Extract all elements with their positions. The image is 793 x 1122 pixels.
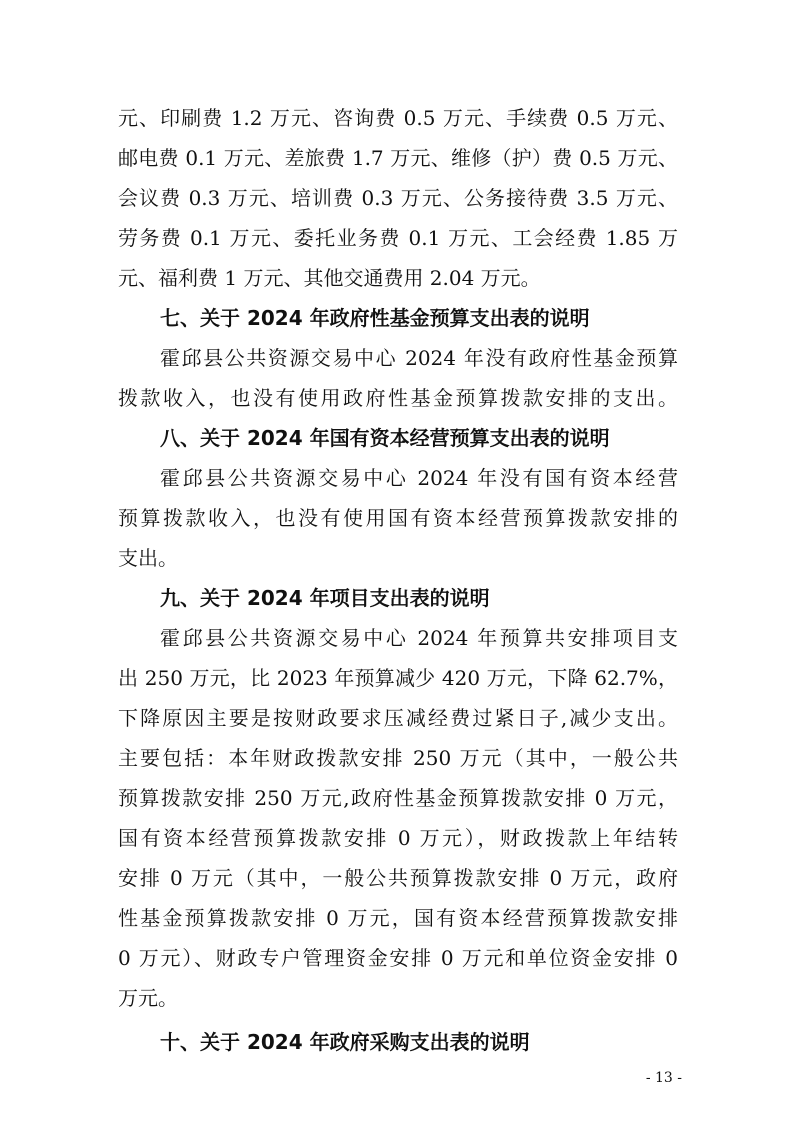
section9-line-8: 性基金预算拨款安排 0 万元，国有资本经营预算拨款安排 bbox=[118, 906, 678, 930]
section6-line-5: 元、福利费 1 万元、其他交通费用 2.04 万元。 bbox=[118, 266, 541, 290]
section9-line-1: 霍邱县公共资源交易中心 2024 年预算共安排项目支 bbox=[160, 626, 678, 650]
section6-line-4: 劳务费 0.1 万元、委托业务费 0.1 万元、工会经费 1.85 万 bbox=[118, 226, 678, 250]
section9-line-10: 万元。 bbox=[118, 986, 178, 1010]
section9-line-6: 国有资本经营预算拨款安排 0 万元），财政拨款上年结转 bbox=[118, 826, 678, 850]
section6-line-2: 邮电费 0.1 万元、差旅费 1.7 万元、维修（护）费 0.5 万元、 bbox=[118, 146, 678, 170]
section9-line-7: 安排 0 万元（其中，一般公共预算拨款安排 0 万元，政府 bbox=[118, 866, 678, 890]
section8-heading: 八、关于 2024 年国有资本经营预算支出表的说明 bbox=[160, 426, 610, 450]
section9-heading: 九、关于 2024 年项目支出表的说明 bbox=[160, 586, 490, 610]
page-number: - 13 - bbox=[645, 1070, 682, 1086]
section7-heading: 七、关于 2024 年政府性基金预算支出表的说明 bbox=[160, 306, 590, 330]
section8-line-3: 支出。 bbox=[118, 546, 178, 570]
section9-line-3: 下降原因主要是按财政要求压减经费过紧日子,减少支出。 bbox=[118, 706, 678, 730]
section9-line-5: 预算拨款安排 250 万元,政府性基金预算拨款安排 0 万元， bbox=[118, 786, 678, 810]
section10-heading: 十、关于 2024 年政府采购支出表的说明 bbox=[160, 1030, 530, 1054]
section6-line-1: 元、印刷费 1.2 万元、咨询费 0.5 万元、手续费 0.5 万元、 bbox=[118, 106, 678, 130]
section7-line-2: 拨款收入，也没有使用政府性基金预算拨款安排的支出。 bbox=[118, 386, 678, 410]
section9-line-9: 0 万元）、财政专户管理资金安排 0 万元和单位资金安排 0 bbox=[118, 946, 678, 970]
section8-line-2: 预算拨款收入，也没有使用国有资本经营预算拨款安排的 bbox=[118, 506, 678, 530]
section7-line-1: 霍邱县公共资源交易中心 2024 年没有政府性基金预算 bbox=[160, 346, 678, 370]
section9-line-2: 出 250 万元，比 2023 年预算减少 420 万元，下降 62.7%， bbox=[118, 666, 678, 690]
section9-line-4: 主要包括：本年财政拨款安排 250 万元（其中，一般公共 bbox=[118, 746, 678, 770]
section8-line-1: 霍邱县公共资源交易中心 2024 年没有国有资本经营 bbox=[160, 466, 678, 490]
section6-line-3: 会议费 0.3 万元、培训费 0.3 万元、公务接待费 3.5 万元、 bbox=[118, 186, 678, 210]
